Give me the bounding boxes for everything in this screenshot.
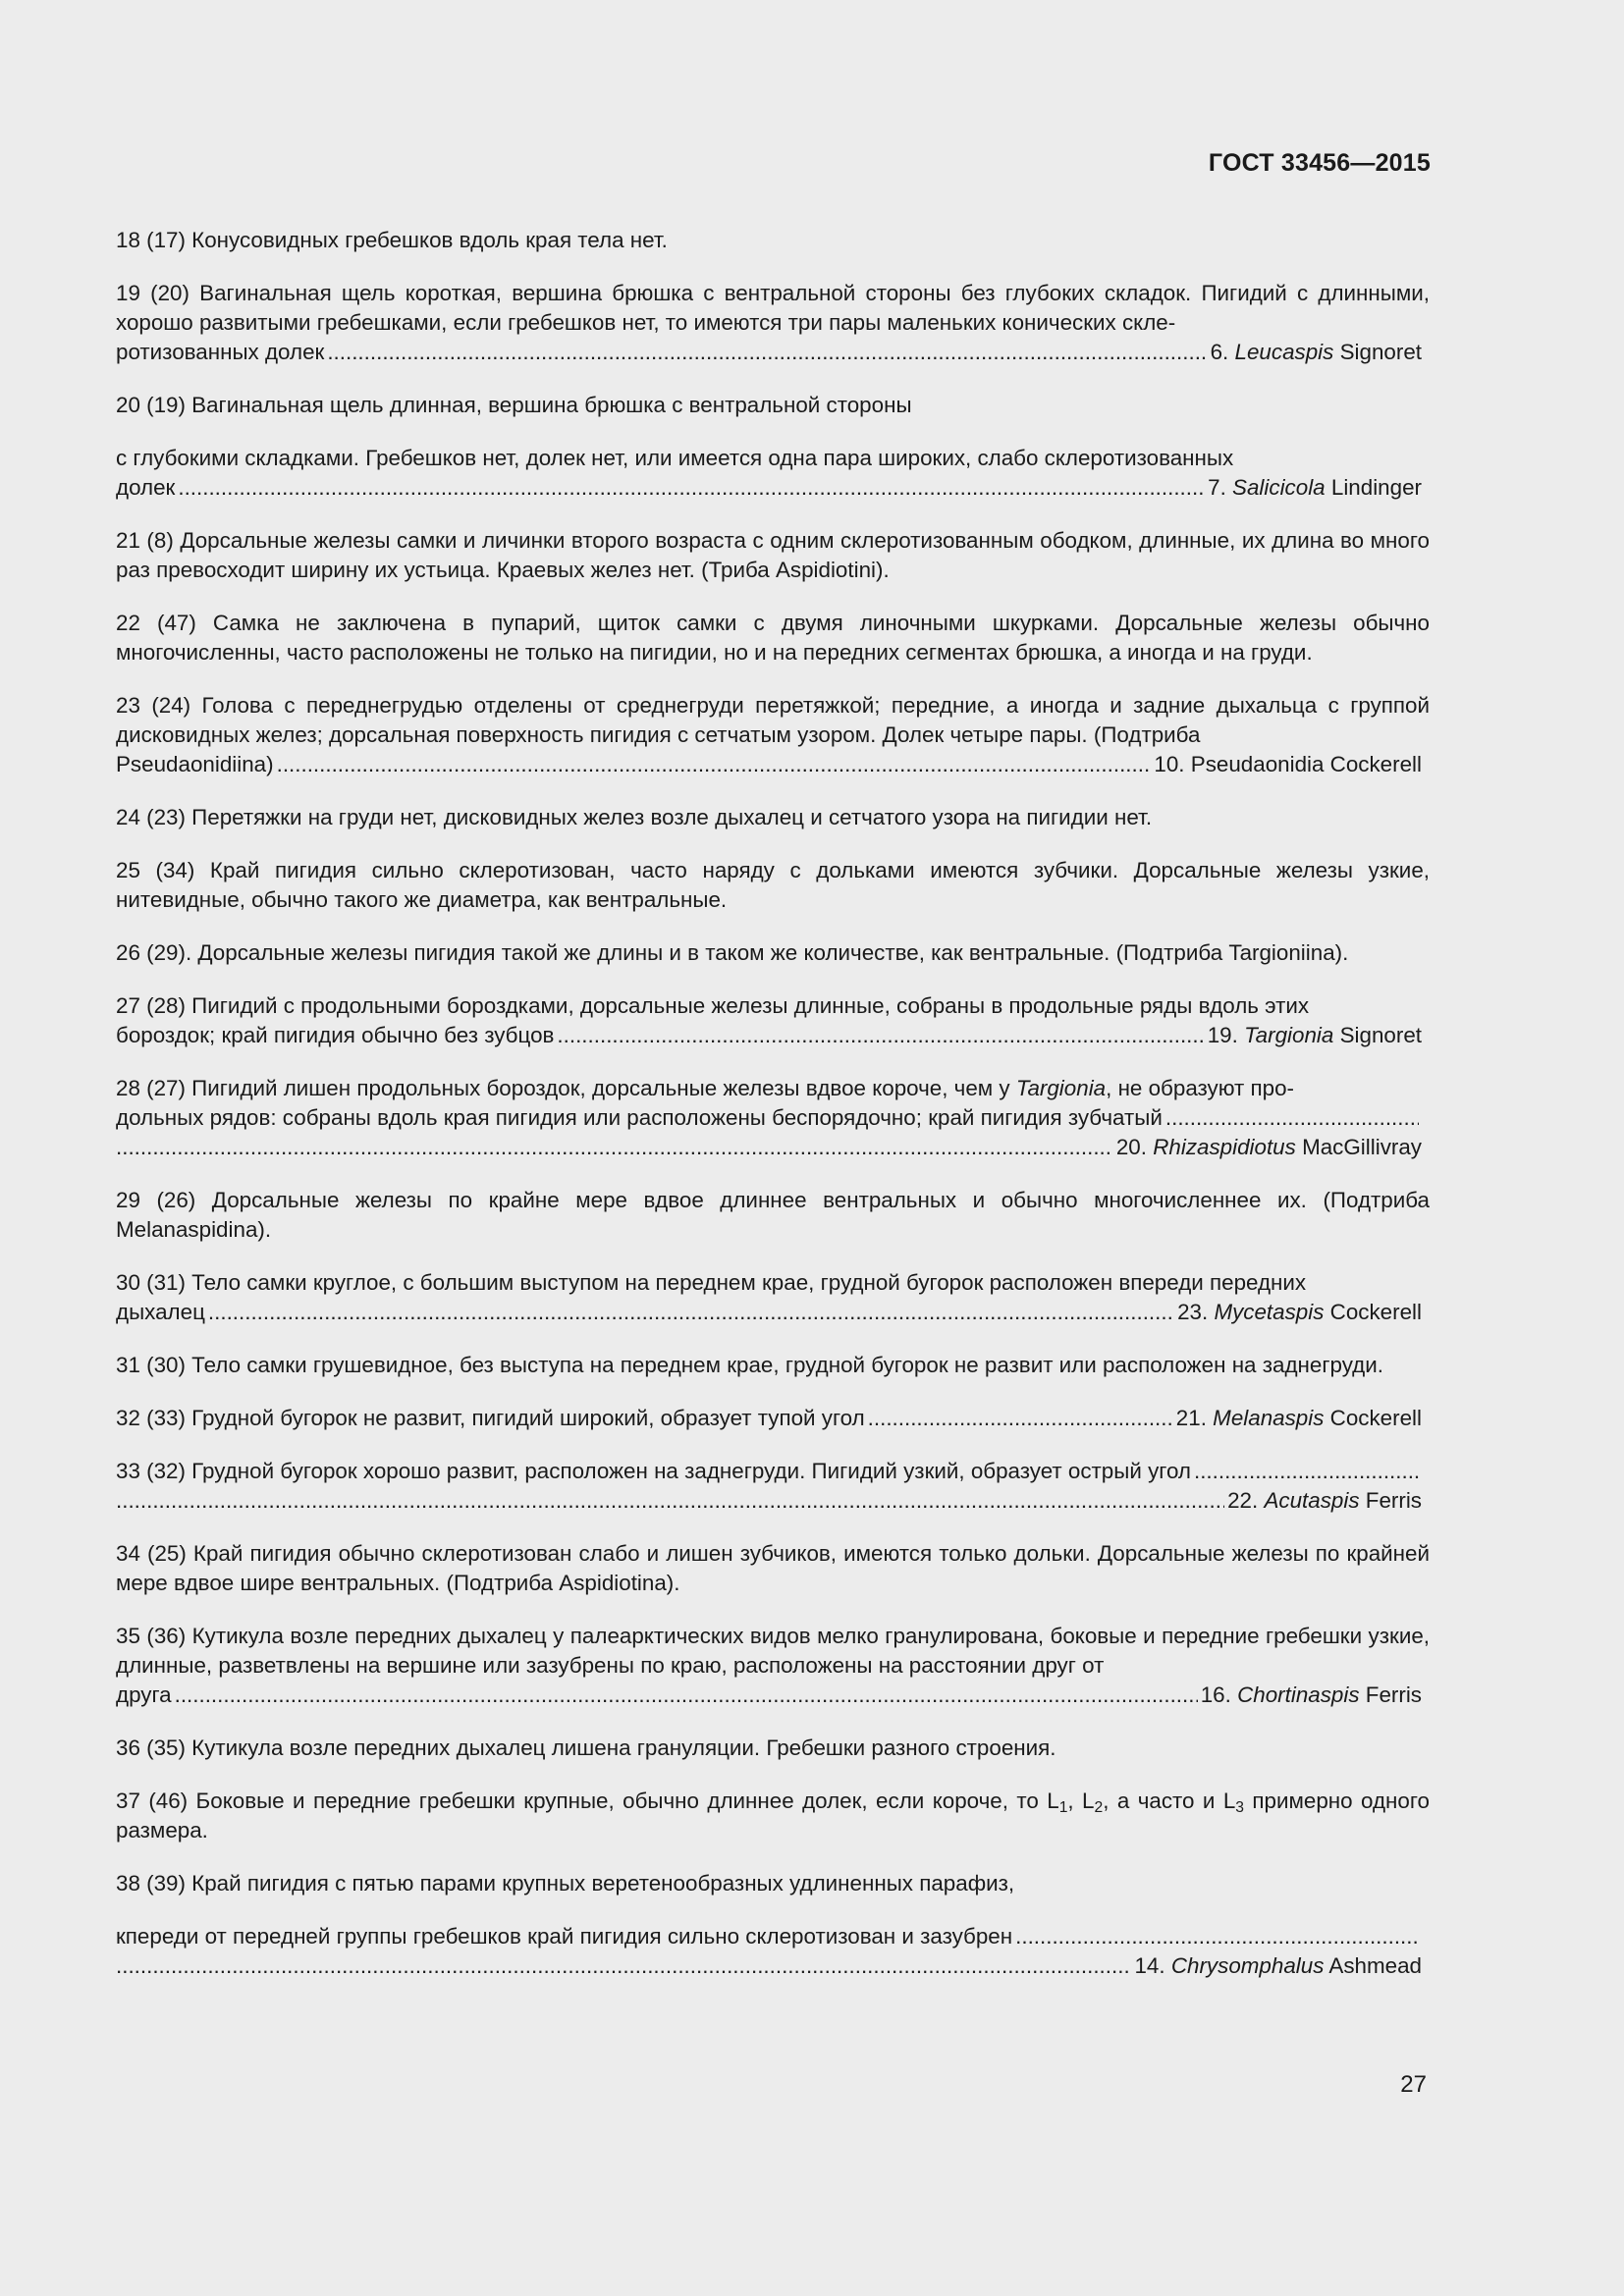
genus-name: Acutaspis bbox=[1264, 1488, 1360, 1513]
leader-dots bbox=[1194, 1457, 1419, 1486]
genus-name: Targionia bbox=[1244, 1023, 1334, 1047]
genus-name: Mycetaspis bbox=[1214, 1300, 1325, 1324]
genus-name: Chrysomphalus bbox=[1170, 1953, 1325, 1978]
entry-32: 32 (33) Грудной бугорок не развит, пигидий широкий, образует тупой угол ..... 21. Melanaspis Cockerell bbox=[116, 1404, 1430, 1433]
entry-27: 27 (28) Пигидий с продольными бороздками, дорсальные железы длинные, собраны в продольные ряды вдоль этих бороздок; край пигидия обычно без зубцов ..... 19. Targionia Signoret bbox=[116, 991, 1430, 1050]
genus-name: Rhizaspidiotus bbox=[1153, 1135, 1296, 1159]
key-entries bbox=[116, 226, 1430, 2004]
entry-34: 34 (25) Край пигидия обычно склеротизован слабо и лишен зубчиков, имеются только дольки. Дорсальные железы по крайней мере вдвое шире вентральных. (Подтриба Aspidiotina). bbox=[116, 1541, 1430, 1595]
leader-dots bbox=[116, 1486, 1224, 1516]
entry-30: 30 (31) Тело самки круглое, с большим выступом на переднем крае, грудной бугорок расположен впереди передних дыхалец ..... 23. Mycetaspis Cockerell bbox=[116, 1268, 1430, 1327]
leader-dots bbox=[327, 338, 1207, 367]
entry-26: 26 (29). Дорсальные железы пигидия такой же длины и в таком же количестве, как вентральные. (Подтриба Targioniina). bbox=[116, 940, 1349, 965]
entry-31: 31 (30) Тело самки грушевидное, без выступа на переднем крае, грудной бугорок не развит или расположен на заднегруди. bbox=[116, 1353, 1383, 1377]
entry-19: 19 (20) Вагинальная щель короткая, вершина брюшка с вентральной стороны без глубоких складок. Пигидий с длинными, хорошо развитыми гребешками, если гребешков нет, то имеются три пары маленьких конических скле- ротизованных долек ..... 6. Leucaspis Signoret bbox=[116, 279, 1430, 367]
leader-dots bbox=[1165, 1103, 1419, 1133]
entry-35: 35 (36) Кутикула возле передних дыхалец у палеарктических видов мелко гранулирована, боковые и передние гребешки узкие, длинные, разветвлены на вершине или зазубрены по краю, расположены на расстоянии друг от друга ..... 16. Chortinaspis Ferris bbox=[116, 1622, 1430, 1710]
entry-28: 28 (27) Пигидий лишен продольных бороздок, дорсальные железы вдвое короче, чем у Targionia, не образуют про- дольных рядов: собраны вдоль края пигидия или расположены беспорядочно; край пигидия зубчатый ..... ..... 20. Rhizaspidiotus MacGillivray bbox=[116, 1074, 1430, 1162]
entry-21: 21 (8) Дорсальные железы самки и личинки второго возраста с одним склеротизованным ободком, длинные, их длина во много раз превосходит ширину их устьица. Краевых желез нет. (Триба Aspidiotini). bbox=[116, 528, 1430, 582]
genus-name: Melanaspis bbox=[1213, 1406, 1325, 1430]
page-number: 27 bbox=[1400, 2071, 1427, 2098]
leader-dots bbox=[277, 750, 1152, 779]
entry-36: 36 (35) Кутикула возле передних дыхалец лишена грануляции. Гребешки разного строения. bbox=[116, 1735, 1056, 1760]
leader-dots bbox=[116, 1133, 1113, 1162]
leader-dots bbox=[557, 1021, 1204, 1050]
genus-name: Salicicola bbox=[1232, 475, 1326, 500]
entry-23: 23 (24) Голова с переднегрудью отделены от среднегруди перетяжкой; передние, а иногда и задние дыхальца с группой дисковидных желез; дорсальная поверхность пигидия с сетчатым узором. Долек четыре пары. (Подтриба Pseudaonidiina) ..... 10. Pseudaonidia Cockerell bbox=[116, 691, 1430, 779]
entry-38-continued: кпереди от передней группы гребешков край пигидия сильно склеротизован и зазубрен ..... ..... 14. Chrysomphalus Ashmead bbox=[116, 1922, 1430, 1981]
entry-38: 38 (39) Край пигидия с пятью парами крупных веретенообразных удлиненных парафиз, bbox=[116, 1871, 1015, 1896]
entry-25: 25 (34) Край пигидия сильно склеротизован, часто наряду с дольками имеются зубчики. Дорсальные железы узкие, нитевидные, обычно такого же диаметра, как вентральные. bbox=[116, 858, 1430, 912]
entry-18: 18 (17) Конусовидных гребешков вдоль края тела нет. bbox=[116, 228, 668, 252]
entry-33: 33 (32) Грудной бугорок хорошо развит, расположен на заднегруди. Пигидий узкий, образует острый угол ..... ..... 22. Acutaspis Ferris bbox=[116, 1457, 1430, 1516]
entry-29: 29 (26) Дорсальные железы по крайне мере вдвое длиннее вентральных и обычно многочисленнее их. (Подтриба Melanaspidina). bbox=[116, 1188, 1430, 1242]
genus-name: Chortinaspis bbox=[1237, 1682, 1360, 1707]
leader-dots bbox=[178, 473, 1205, 503]
entry-24: 24 (23) Перетяжки на груди нет, дисковидных желез возле дыхалец и сетчатого узора на пигидии нет. bbox=[116, 805, 1153, 829]
genus-name: Leucaspis bbox=[1234, 340, 1334, 364]
leader-dots bbox=[116, 1951, 1131, 1981]
leader-dots bbox=[175, 1681, 1198, 1710]
entry-20-continued: с глубокими складками. Гребешков нет, долек нет, или имеется одна пара широких, слабо склеротизованных долек ..... 7. Salicicola Lindinger bbox=[116, 444, 1430, 503]
entry-20: 20 (19) Вагинальная щель длинная, вершина брюшка с вентральной стороны bbox=[116, 393, 912, 417]
leader-dots bbox=[868, 1404, 1173, 1433]
entry-22: 22 (47) Самка не заключена в пупарий, щиток самки с двумя линочными шкурками. Дорсальные железы обычно многочисленны, часто расположены не только на пигидии, но и на передних сегментах брюшка, а иногда и на груди. bbox=[116, 611, 1430, 665]
leader-dots bbox=[208, 1298, 1174, 1327]
leader-dots bbox=[1015, 1922, 1419, 1951]
document-code-header: ГОСТ 33456—2015 bbox=[1208, 149, 1431, 177]
entry-37: 37 (46) Боковые и передние гребешки крупные, обычно длиннее долек, если короче, то $L_1$, $L_2$, а часто и $L_3$ примерно одного размера. bbox=[116, 1789, 1430, 1842]
